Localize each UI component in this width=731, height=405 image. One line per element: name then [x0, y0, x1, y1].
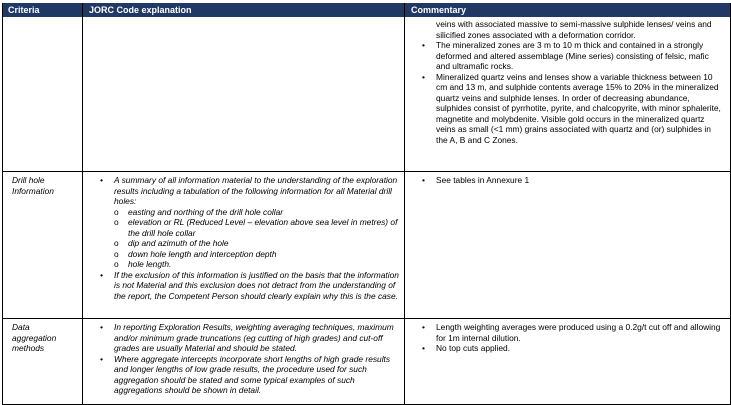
list-item: • If the exclusion of this information is justified on the basis that the information is not Material and this exclusion does not detract from the understanding of the report, the Competent Person should clearly explain why this is the case. [100, 270, 400, 302]
list-item: • No top cuts applied. [422, 343, 722, 354]
row-divider [2, 171, 731, 172]
row2-commentary [422, 175, 722, 186]
header-explanation: JORC Code explanation [89, 5, 192, 15]
list-item: • A summary of all information material to the understanding of the exploration results including a tabulation of the following information for all Material drill holes: [100, 175, 400, 207]
row2-criteria: Drill hole Information [12, 175, 54, 196]
sub-list-item: o down hole length and interception depth [100, 249, 400, 260]
header-explanation-cell [83, 3, 404, 17]
row2-commentary-list [422, 175, 722, 186]
row1-commentary-list [422, 40, 722, 145]
row3-commentary-list [422, 322, 722, 354]
header-commentary-cell [405, 3, 731, 17]
row-divider [2, 318, 731, 319]
header-commentary: Commentary [411, 5, 467, 15]
list-item: • Where aggregate intercepts incorporate short lengths of high grade results and longer lengths of low grade results, the procedure used for such aggregation should be stated and some typical examples of such aggregations should be shown in detail. [100, 354, 400, 396]
row2-explanation [100, 175, 400, 301]
commentary-continuation: veins with associated massive to semi-massive sulphide lenses/ veins and silicified zones associated with a deformation corridor. [436, 19, 712, 40]
list-item: • The mineralized zones are 3 m to 10 m thick and contained in a strongly deformed and altered assemblage (Mine series) consisting of felsic, mafic and ultramafic rocks. [422, 40, 722, 72]
grid-line [82, 3, 83, 405]
sub-list-item: o hole length. [100, 259, 400, 270]
row3-explanation [100, 322, 400, 396]
row2-explanation-list [100, 175, 400, 301]
row3-commentary [422, 322, 722, 354]
sub-list-item: o dip and azimuth of the hole [100, 238, 400, 249]
sub-list-item: o easting and northing of the drill hole collar [100, 207, 400, 218]
row3-criteria: Data aggregation methods [12, 322, 57, 353]
header-criteria: Criteria [8, 5, 40, 15]
list-item: • Mineralized quartz veins and lenses show a variable thickness between 10 cm and 13 m, and sulphide contents average 15% to 20% in the mineralized quartz veins and sulphide lenses. In order of decreasing abundance, sulphides consist of pyrrhotite, pyrite, and chalcopyrite, with minor sphalerite, magnetite and molybdenite. Visible gold occurs in the mineralized quartz veins as small (<1 mm) grains associated with quartz and (or) sulphides in the A, B and C Zones. [422, 72, 722, 146]
row1-commentary [422, 19, 722, 145]
list-item: • In reporting Exploration Results, weighting averaging techniques, maximum and/or minimum grade truncations (eg cutting of high grades) and cut-off grades are usually Material and should be stated. [100, 322, 400, 354]
grid-line [2, 3, 3, 405]
header-criteria-cell [2, 3, 82, 17]
list-item: • See tables in Annexure 1 [422, 175, 722, 186]
sub-list-item: o elevation or RL (Reduced Level – elevation above sea level in metres) of the drill hole collar [100, 217, 400, 238]
row3-explanation-list [100, 322, 400, 396]
grid-line [404, 3, 405, 405]
list-item: • Length weighting averages were produced using a 0.2g/t cut off and allowing for 1m internal dilution. [422, 322, 722, 343]
